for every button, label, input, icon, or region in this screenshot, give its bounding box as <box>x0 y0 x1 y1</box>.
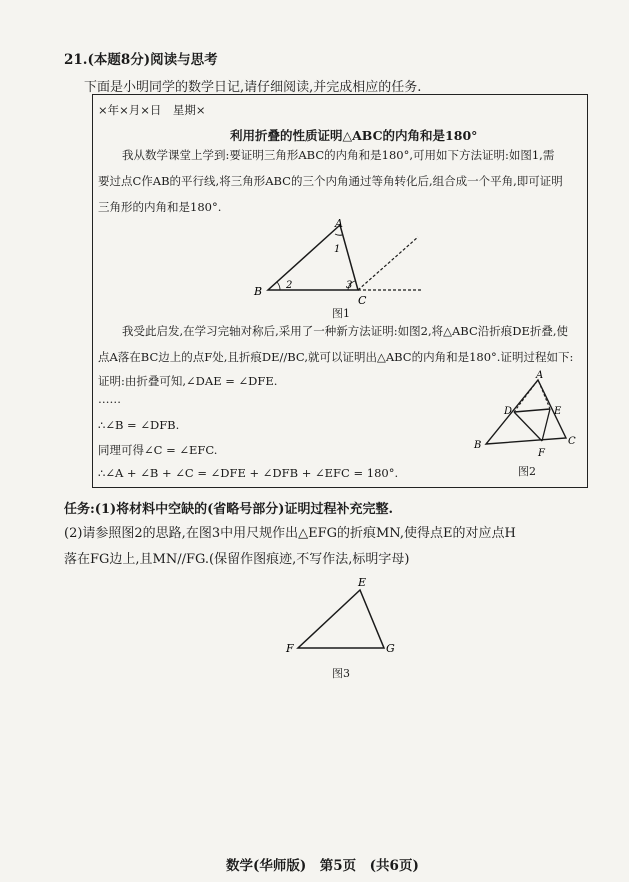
proof-line-5: ∴∠A + ∠B + ∠C = ∠DFE + ∠DFB + ∠EFC = 180°. <box>98 466 399 480</box>
fig1-caption: 图1 <box>332 307 350 320</box>
proof-ellipsis: …… <box>98 392 121 406</box>
fig2-ef <box>542 409 550 441</box>
fig3-triangle-efg <box>298 590 384 648</box>
para1-line-2: 要过点C作AB的平行线,将三角形ABC的三个内角通过等角转化后,组合成一个平角,即可证明 <box>98 174 563 188</box>
fig3-label-g: G <box>386 642 395 655</box>
fig2-label-c: C <box>568 436 576 447</box>
fig2-label-d: D <box>504 406 513 417</box>
fig3-label-f: F <box>286 642 294 655</box>
page-footer: 数学(华师版) 第5页 (共6页) <box>226 858 419 874</box>
fig1-angle-2-arc <box>277 282 280 290</box>
fig2-label-f: F <box>538 448 545 459</box>
figure-2 <box>470 368 580 460</box>
para2-line-2: 点A落在BC边上的点F处,且折痕DE//BC,就可以证明出△ABC的内角和是180°.证明过程如下: <box>98 350 574 364</box>
task-line-2: (2)请参照图2的思路,在图3中用尺规作出△EFG的折痕MN,使得点E的对应点H <box>64 526 516 541</box>
proof-line-4: 同理可得∠C = ∠EFC. <box>98 443 218 457</box>
para1-line-3: 三角形的内角和是180°. <box>98 200 222 214</box>
fig2-crease-de <box>514 409 550 412</box>
fig2-caption: 图2 <box>518 465 536 478</box>
fig1-label-2: 2 <box>286 280 293 291</box>
fig3-label-e: E <box>358 576 367 589</box>
fig2-df <box>514 412 542 441</box>
fig1-label-b: B <box>254 285 263 298</box>
task-line-1: 任务:(1)将材料中空缺的(省略号部分)证明过程补充完整. <box>64 502 393 517</box>
figure-3 <box>282 574 402 662</box>
fig1-label-a: A <box>335 217 343 230</box>
task-line-3: 落在FG边上,且MN//FG.(保留作图痕迹,不写作法,标明字母) <box>64 552 410 567</box>
fig1-label-c: C <box>358 294 367 307</box>
fig1-angle-1-arc <box>335 234 342 235</box>
fig1-triangle <box>268 225 358 290</box>
fig1-label-3: 3 <box>346 280 353 291</box>
proof-line-3: ∴∠B = ∠DFB. <box>98 418 180 432</box>
question-intro: 下面是小明同学的数学日记,请仔细阅读,并完成相应的任务. <box>84 80 422 95</box>
diary-paragraph-1 <box>98 142 563 220</box>
fig3-caption: 图3 <box>332 667 350 680</box>
fig2-label-a: A <box>536 370 544 381</box>
diary-paragraph-2 <box>98 318 573 370</box>
fig1-parallel-line <box>358 237 418 290</box>
para2-line-1: 我受此启发,在学习完轴对称后,采用了一种新方法证明:如图2,将△ABC沿折痕DE折叠,使 <box>122 324 569 338</box>
fig1-label-1: 1 <box>334 244 341 255</box>
question-title: 21.(本题8分)阅读与思考 <box>64 52 218 68</box>
para1-line-1: 我从数学课堂上学到:要证明三角形ABC的内角和是180°,可用如下方法证明:如图1,需 <box>122 148 555 162</box>
fig2-label-b: B <box>474 440 482 451</box>
diary-title: 利用折叠的性质证明△ABC的内角和是180° <box>230 128 478 143</box>
proof-line-1: 证明:由折叠可知,∠DAE = ∠DFE. <box>98 374 278 388</box>
diary-date: ×年×月×日 星期× <box>98 103 206 117</box>
fig2-label-e: E <box>554 406 562 417</box>
